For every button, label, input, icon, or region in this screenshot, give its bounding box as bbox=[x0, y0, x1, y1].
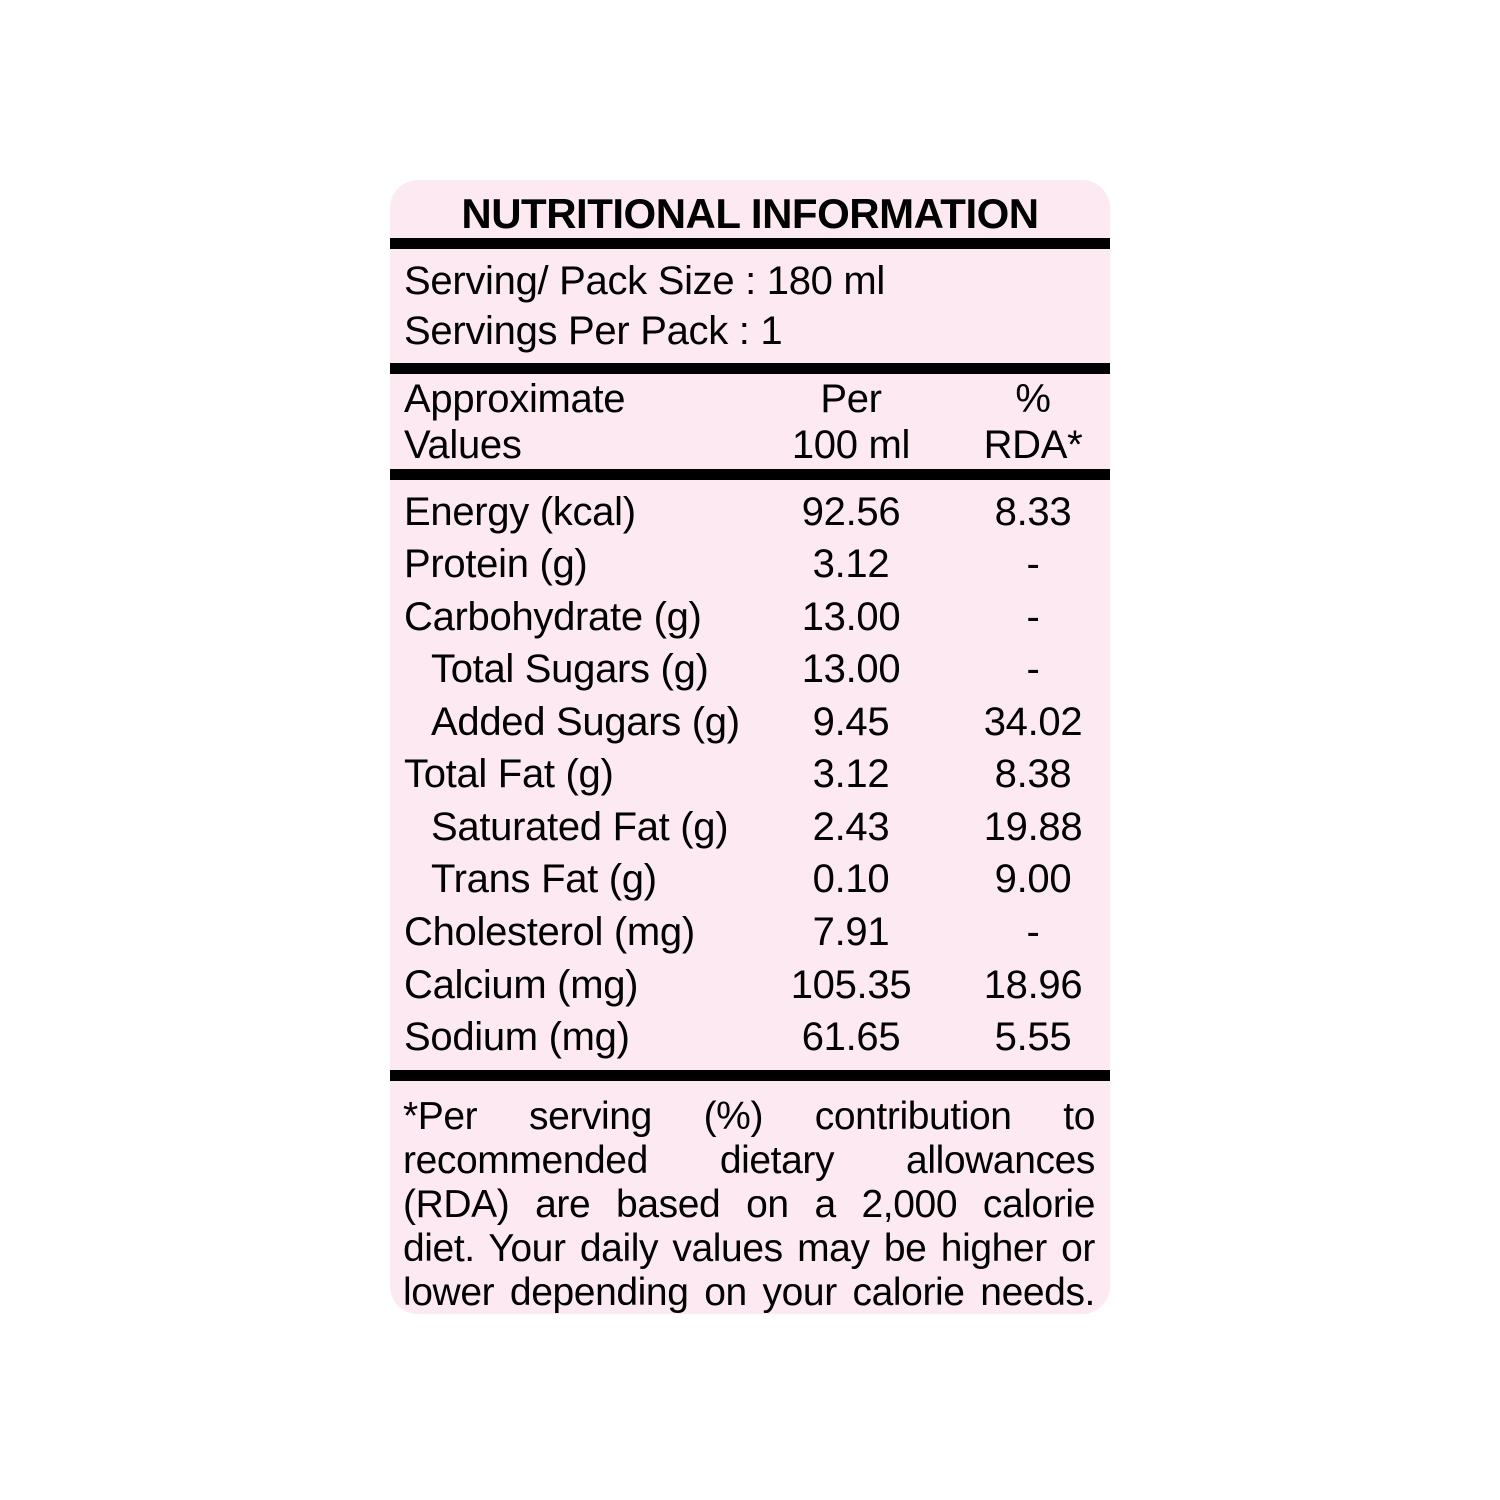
divider-rule-top bbox=[390, 238, 1110, 249]
rda-value: 5.55 bbox=[994, 1015, 1072, 1060]
rda-value: 34.02 bbox=[983, 699, 1083, 744]
rda-value: - bbox=[1026, 542, 1040, 587]
per100-value: 61.65 bbox=[801, 1015, 901, 1060]
footnote-line: (RDA) are based on a 2,000 calorie bbox=[403, 1183, 1095, 1226]
rda-value: 19.88 bbox=[983, 804, 1083, 849]
nutrient-label: Protein (g) bbox=[404, 542, 588, 587]
header-rda bbox=[956, 376, 1110, 468]
header-approximate-line: Approximate bbox=[404, 376, 626, 421]
per100-value: 2.43 bbox=[812, 804, 890, 849]
rda-value: - bbox=[1026, 594, 1040, 639]
table-row bbox=[404, 700, 1110, 745]
nutrition-panel bbox=[390, 180, 1110, 1314]
table-row bbox=[404, 595, 1110, 640]
rda-value: 8.33 bbox=[994, 489, 1072, 534]
serving-section bbox=[390, 249, 1110, 363]
header-per-100ml bbox=[746, 376, 956, 468]
footnote bbox=[390, 1081, 1110, 1314]
table-row bbox=[404, 857, 1110, 902]
rda-value: - bbox=[1026, 910, 1040, 955]
table-row bbox=[404, 542, 1110, 587]
rda-value: 8.38 bbox=[994, 752, 1072, 797]
nutrient-label: Cholesterol (mg) bbox=[404, 910, 695, 955]
rda-value: 9.00 bbox=[994, 857, 1072, 902]
panel-title: NUTRITIONAL INFORMATION bbox=[461, 190, 1039, 237]
table-row bbox=[404, 963, 1110, 1008]
table-row bbox=[404, 752, 1110, 797]
per100-value: 13.00 bbox=[801, 594, 901, 639]
per100-value: 3.12 bbox=[812, 542, 890, 587]
divider-rule-bottom bbox=[390, 1070, 1110, 1081]
title-section bbox=[390, 180, 1110, 238]
per100-value: 92.56 bbox=[801, 489, 901, 534]
nutrient-label: Added Sugars (g) bbox=[431, 699, 740, 744]
nutrient-label: Carbohydrate (g) bbox=[404, 594, 702, 639]
per100-value: 9.45 bbox=[812, 699, 890, 744]
nutrient-label: Total Sugars (g) bbox=[431, 647, 709, 692]
footnote-line: recommended dietary allowances bbox=[403, 1139, 1095, 1182]
divider-rule-serving bbox=[390, 363, 1110, 374]
table-header bbox=[390, 374, 1110, 469]
table-row bbox=[404, 647, 1110, 692]
header-approximate-values bbox=[404, 376, 746, 468]
per100-value: 7.91 bbox=[812, 910, 890, 955]
header-per-line: Per bbox=[820, 376, 882, 421]
table-row bbox=[404, 910, 1110, 955]
nutrient-label: Total Fat (g) bbox=[404, 752, 614, 797]
rda-value: - bbox=[1026, 647, 1040, 692]
per100-value: 3.12 bbox=[812, 752, 890, 797]
table-row bbox=[404, 805, 1110, 850]
header-values-line: Values bbox=[404, 422, 522, 467]
header-rda-line: RDA* bbox=[983, 422, 1083, 467]
rda-value: 18.96 bbox=[983, 962, 1083, 1007]
servings-per-pack-line: Servings Per Pack : 1 bbox=[404, 309, 783, 353]
header-percent-line: % bbox=[1015, 376, 1051, 421]
nutrient-label: Trans Fat (g) bbox=[431, 857, 657, 902]
nutrient-table-body bbox=[390, 480, 1110, 1070]
footnote-line: *Per serving (%) contribution to bbox=[403, 1095, 1095, 1138]
nutrient-label: Saturated Fat (g) bbox=[431, 804, 729, 849]
table-row bbox=[404, 490, 1110, 535]
serving-pack-size-line: Serving/ Pack Size : 180 ml bbox=[404, 259, 886, 303]
divider-rule-header bbox=[390, 469, 1110, 480]
header-100ml-line: 100 ml bbox=[791, 422, 911, 467]
nutrient-label: Energy (kcal) bbox=[404, 489, 636, 534]
per100-value: 105.35 bbox=[790, 962, 912, 1007]
per100-value: 0.10 bbox=[812, 857, 890, 902]
footnote-line: lower depending on your calorie needs. bbox=[403, 1271, 1095, 1314]
table-row bbox=[404, 1015, 1110, 1060]
nutrient-label: Sodium (mg) bbox=[404, 1015, 630, 1060]
footnote-line: diet. Your daily values may be higher or bbox=[403, 1227, 1095, 1270]
per100-value: 13.00 bbox=[801, 647, 901, 692]
nutrient-label: Calcium (mg) bbox=[404, 962, 639, 1007]
